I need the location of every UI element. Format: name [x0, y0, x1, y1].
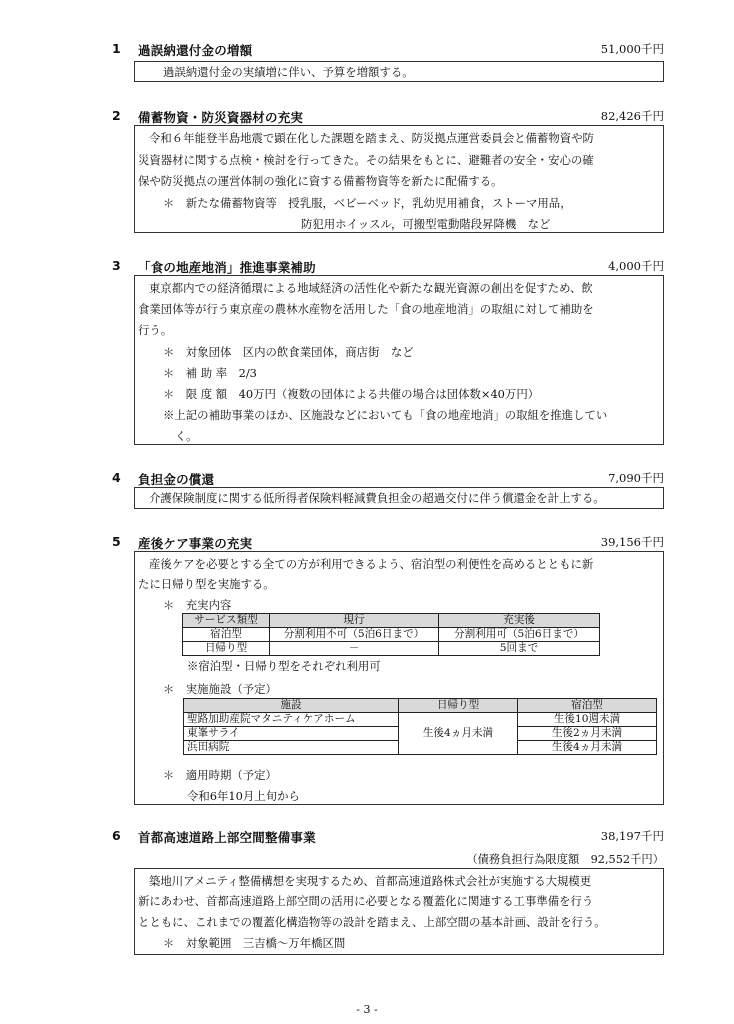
body-line: とともに、これまでの覆蓋化構造物等の設計を踏まえ、上部空間の基本計画、設計を行う。: [138, 915, 606, 929]
section-header: [0, 258, 734, 276]
body-line: ＊ 実施施設（予定）: [163, 682, 277, 696]
section-title: 過誤納還付金の増額: [138, 43, 253, 58]
body-line: 食業団体等が行う東京産の農林水産物を活用した「食の地産地消」の取組に対して補助を: [138, 302, 594, 316]
section-number: 6: [112, 828, 121, 843]
table-cell: 生後4ヵ月未満: [518, 741, 657, 755]
body-line: 新にあわせ、首都高速道路上部空間の活用に必要となる覆蓋化に関連する工事準備を行う: [138, 894, 594, 908]
section-box: [134, 551, 664, 805]
table-cell: 浜田病院: [184, 741, 399, 755]
table-row: [183, 642, 600, 656]
body-line: ＊ 新たな備蓄物資等 授乳服，ベビーベッド，乳幼児用補食，ストーマ用品，: [163, 196, 572, 210]
table-cell: 生後4ヵ月未満: [399, 713, 518, 755]
body-line: 行う。: [138, 323, 173, 337]
section-box: [134, 487, 664, 509]
table-cell: 生後10週未満: [518, 713, 657, 727]
section-number: 4: [112, 470, 121, 485]
section-header: [0, 108, 734, 126]
section-box: [134, 868, 664, 955]
table-header-cell: 施設: [184, 699, 399, 713]
body-line: 災資器材に関する点検・検討を行ってきた。その結果をもとに、避難者の安全・安心の確: [138, 153, 594, 167]
section-number: 1: [112, 41, 121, 56]
section-header: [0, 470, 734, 488]
section-box: [134, 61, 664, 82]
section-title: 備蓄物資・防災資器材の充実: [138, 110, 304, 125]
section-amount: 7,090千円: [608, 471, 664, 485]
section-box: [134, 125, 664, 233]
table-header-cell: 現行: [270, 614, 439, 628]
facility-table: [183, 698, 657, 755]
body-line: ＊ 対象団体 区内の飲食業団体，商店街 など: [163, 345, 414, 359]
table-cell: 宿泊型: [183, 628, 270, 642]
body-line: ＊ 適用時期（予定）: [163, 768, 277, 782]
table-row: [183, 628, 600, 642]
body-line: ＊ 対象範囲 三吉橋～万年橋区間: [163, 936, 346, 950]
table-header-cell: 日帰り型: [399, 699, 518, 713]
section-amount: 51,000千円: [600, 42, 664, 56]
section-header: [0, 534, 734, 552]
body-line: 令和6年10月上旬から: [187, 789, 300, 803]
body-line: く。: [175, 429, 198, 443]
section-header: [0, 41, 734, 59]
section-title: 「食の地産地消」推進事業補助: [138, 260, 316, 275]
table-cell: 5回まで: [439, 642, 600, 656]
section-number: 5: [112, 534, 121, 549]
body-line: 産後ケアを必要とする全ての方が利用できるよう、宿泊型の利便性を高めるとともに新: [149, 557, 594, 571]
body-line: ※上記の補助事業のほか、区施設などにおいても「食の地産地消」の取組を推進してい: [163, 408, 608, 422]
table-cell: 生後2ヵ月未満: [518, 727, 657, 741]
debt-limit-note: （債務負担行為限度額 92,552千円）: [466, 853, 664, 866]
section-title: 産後ケア事業の充実: [138, 536, 253, 551]
body-line: 保や防災拠点の運営体制の強化に資する備蓄物資等を新たに配備する。: [138, 174, 503, 188]
table-cell: 聖路加助産院マタニティケアホーム: [184, 713, 399, 727]
section-amount: 4,000千円: [608, 259, 664, 273]
body-line: 築地川アメニティ整備構想を実現するため、首都高速道路株式会社が実施する大規模更: [149, 874, 592, 888]
table-row: [184, 713, 657, 727]
table-header-cell: 宿泊型: [518, 699, 657, 713]
table-header-row: [184, 699, 657, 713]
table-cell: 分割利用不可（5泊6日まで）: [270, 628, 439, 642]
body-line: 令和６年能登半島地震で顕在化した課題を踏まえ、防災拠点運営委員会と備蓄物資や防: [149, 131, 594, 145]
table-header-row: [183, 614, 600, 628]
page-number: - 3 -: [356, 1003, 378, 1016]
body-line: ※宿泊型・日帰り型をそれぞれ利用可: [187, 659, 381, 673]
body-line: 過誤納還付金の実績増に伴い、予算を増額する。: [163, 65, 414, 79]
section-amount: 38,197千円: [600, 829, 664, 843]
table-cell: 日帰り型: [183, 642, 270, 656]
table-header-cell: 充実後: [439, 614, 600, 628]
section-number: 2: [112, 108, 121, 123]
body-line: 防犯用ホイッスル，可搬型電動階段昇降機 など: [301, 217, 551, 231]
table-header-cell: サービス類型: [183, 614, 270, 628]
body-line: 介護保険制度に関する低所得者保険料軽減費負担金の超過交付に伴う償還金を計上する。: [149, 491, 605, 505]
body-line: ＊ 限 度 額 40万円（複数の団体による共催の場合は団体数×40万円）: [163, 387, 540, 401]
body-line: ＊ 充実内容: [163, 598, 232, 612]
section-title: 負担金の償還: [138, 472, 215, 487]
section-title: 首都高速道路上部空間整備事業: [138, 830, 316, 845]
section-box: [134, 275, 664, 445]
section-amount: 82,426千円: [600, 109, 664, 123]
section-amount: 39,156千円: [600, 535, 664, 549]
table-cell: 東峯サライ: [184, 727, 399, 741]
section-header: [0, 828, 734, 846]
body-line: たに日帰り型を実施する。: [138, 577, 275, 591]
body-line: 東京都内での経済循環による地域経済の活性化や新たな観光資源の創出を促すため、飲: [149, 281, 593, 295]
table-cell: －: [270, 642, 439, 656]
body-line: ＊ 補 助 率 2/3: [163, 366, 257, 380]
table-cell: 分割利用可（5泊6日まで）: [439, 628, 600, 642]
section-number: 3: [112, 258, 121, 273]
service-type-table: [182, 613, 600, 656]
